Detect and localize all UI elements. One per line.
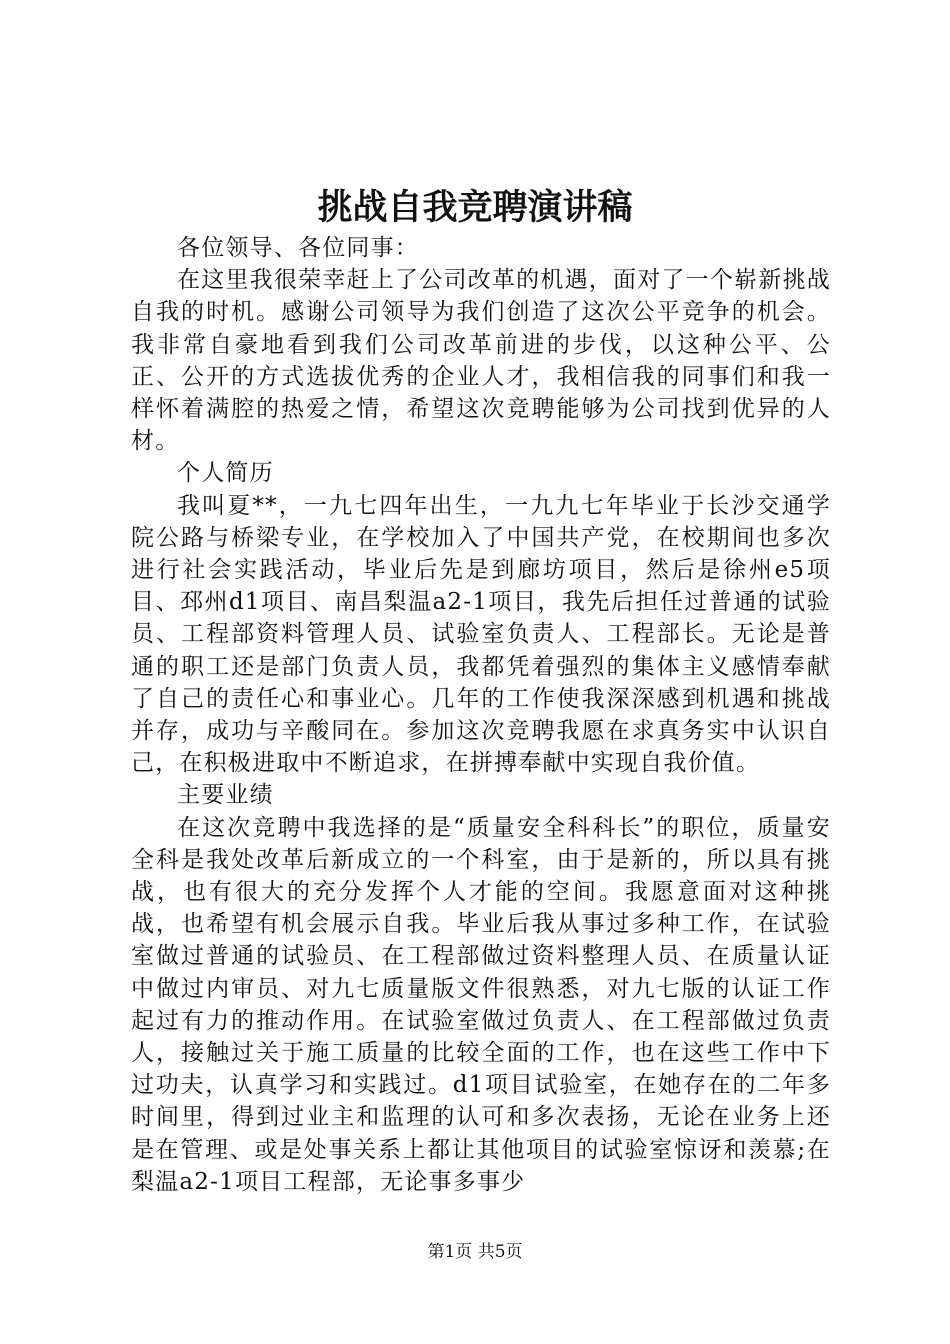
intro-paragraph: 在这里我很荣幸赶上了公司改革的机遇，面对了一个崭新挑战自我的时机。感谢公司领导为我们创造了这次公平竞争的机会。我非常自豪地看到我们公司改革前进的步伐，以这种公平、公正、公开的方式选拔优秀的企业人才，我相信我的同事们和我一样怀着满腔的热爱之情，希望这次竞聘能够为公司找到优异的人材。 xyxy=(131,267,831,455)
salutation-paragraph: 各位领导、各位同事： xyxy=(177,235,419,261)
document-title: 挑战自我竞聘演讲稿 xyxy=(317,187,633,228)
section-heading-resume: 个人简历 xyxy=(177,460,274,487)
section-heading-achievements: 主要业绩 xyxy=(177,782,274,809)
achievements-paragraph: 在这次竞聘中我选择的是“质量安全科科长”的职位，质量安全科是我处改革后新成立的一个科室，由于是新的，所以具有挑战，也有很大的充分发挥个人才能的空间。我愿意面对这种挑战，也希望有机会展示自我。毕业后我从事过多种工作，在试验室做过普通的试验员、在工程部做过资料整理人员、在质量认证中做过内审员、对九七质量版文件很熟悉，对九七版的认证工作起过有力的推动作用。在试验室做过负责人、在工程部做过负责人，接触过关于施工质量的比较全面的工作，也在这些工作中下过功夫，认真学习和实践过。d1项目试验室，在她存在的二年多时间里，得到过业主和监理的认可和多次表扬，无论在业务上还是在管理、或是处事关系上都让其他项目的试验室惊讶和羡慕;在梨温a2-1项目工程部，无论事多事少 xyxy=(131,814,831,1195)
resume-paragraph: 我叫夏**，一九七四年出生，一九九七年毕业于长沙交通学院公路与桥梁专业，在学校加入了中国共产党，在校期间也多次进行社会实践活动，毕业后先是到廊坊项目，然后是徐州e5项目、邳州d1项目、南昌梨温a2-1项目，我先后担任过普通的试验员、工程部资料管理人员、试验室负责人、工程部长。无论是普通的职工还是部门负责人员，我都凭着强烈的集体主义感情奉献了自己的责任心和事业心。几年的工作使我深深感到机遇和挑战并存，成功与辛酸同在。参加这次竞聘我愿在求真务实中认识自己，在积极进取中不断追求，在拼搏奉献中实现自我价值。 xyxy=(131,492,831,777)
document-body xyxy=(131,232,831,1198)
page-footer: 第1页 共5页 xyxy=(427,1242,523,1262)
